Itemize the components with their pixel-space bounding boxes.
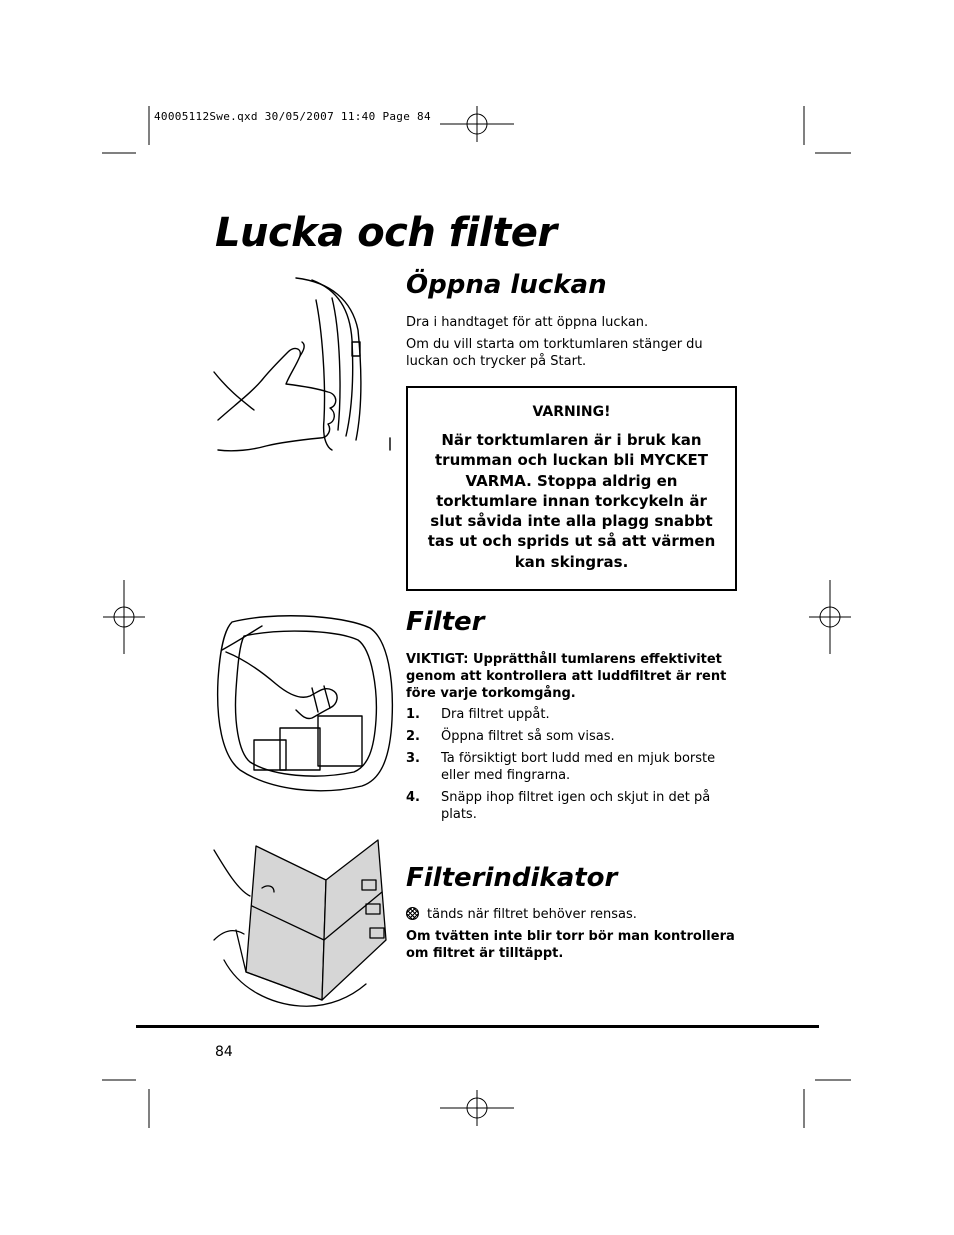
filter-step: 2. Öppna filtret så som visas. bbox=[406, 729, 615, 744]
filter-indicator-icon bbox=[406, 907, 419, 920]
filter-step: 3. Ta försiktigt bort ludd med en mjuk borste eller med fingrarna. bbox=[406, 751, 716, 783]
filter-indicator-text: tänds när filtret behöver rensas. bbox=[427, 907, 637, 922]
filter-clog-note: Om tvätten inte blir torr bör man kontrollera om filtret är tilltäppt. bbox=[406, 929, 735, 961]
page-title: Lucka och filter bbox=[215, 210, 557, 256]
filter-important-note: VIKTIGT: Upprätthåll tumlarens effektivitet genom att kontrollera att luddfiltret är rent före varje torkomgång. bbox=[406, 652, 727, 701]
filter-step: 4. Snäpp ihop filtret igen och skjut in det på plats. bbox=[406, 790, 711, 822]
open-door-instruction: Dra i handtaget för att öppna luckan. bbox=[406, 315, 649, 330]
warning-title: VARNING! bbox=[532, 404, 611, 420]
filter-heading: Filter bbox=[406, 607, 485, 637]
filter-step: 1. Dra filtret uppåt. bbox=[406, 707, 550, 722]
page-number: 84 bbox=[215, 1044, 233, 1060]
filter-indicator-heading: Filterindikator bbox=[406, 863, 618, 893]
warning-text: När torktumlaren är i bruk kan trumman och luckan bli MYCKET VARMA. Stoppa aldrig en torktumlare innan torkcykeln är slut såvida inte alla plagg snabbt tas ut och sprids ut så att värmen kan skingras. bbox=[427, 431, 716, 571]
filter-indicator-line bbox=[406, 906, 736, 923]
footer-rule bbox=[136, 1025, 819, 1028]
file-slug: 40005112Swe.qxd 30/05/2007 11:40 Page 84 bbox=[154, 110, 431, 123]
open-door-heading: Öppna luckan bbox=[406, 270, 607, 300]
restart-instruction: Om du vill starta om torktumlaren stänger du luckan och trycker på Start. bbox=[406, 337, 703, 369]
